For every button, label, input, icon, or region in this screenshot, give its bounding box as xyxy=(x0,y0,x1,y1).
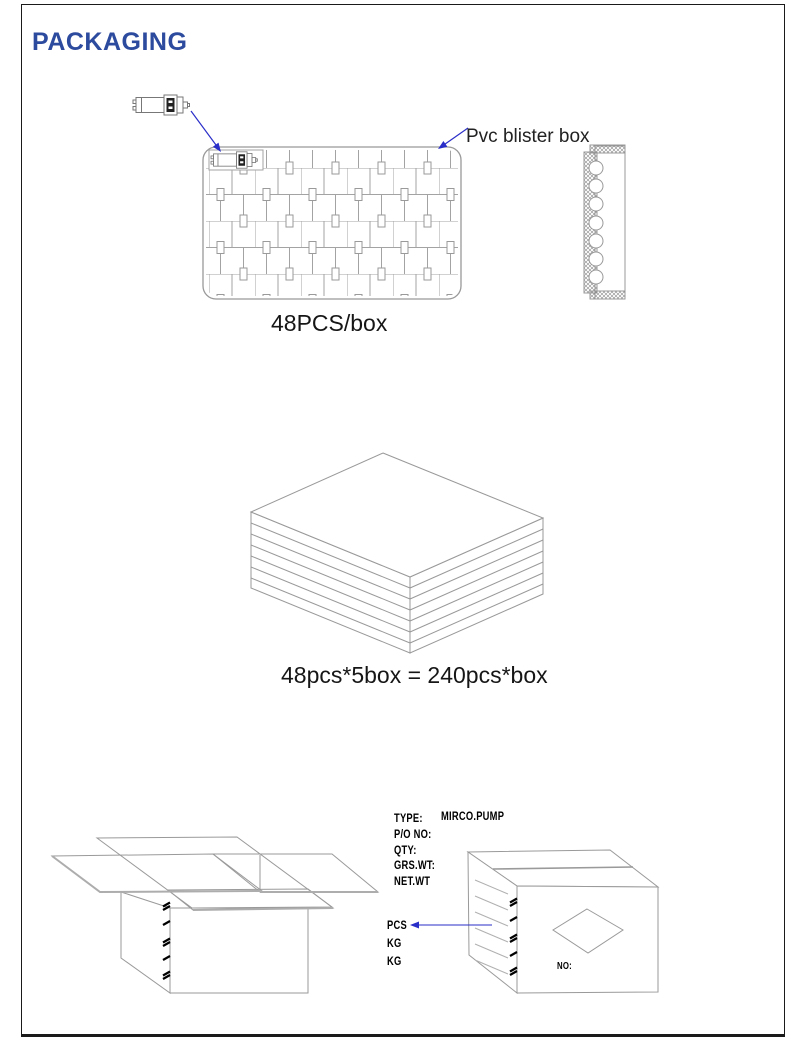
shipping-mark-row xyxy=(394,872,440,887)
shipping-mark-row xyxy=(394,856,447,871)
open-carton-drawing xyxy=(52,837,378,993)
tray-caption: 48PCS/box xyxy=(271,310,388,336)
unit-label-kg-2: KG xyxy=(387,954,402,968)
mark-value: MIRCO.PUMP xyxy=(441,809,505,823)
box-stack-drawing xyxy=(251,453,543,653)
blister-label-arrow xyxy=(443,128,468,146)
unit-label-pcs: PCS xyxy=(387,918,407,932)
mark-label: TYPE: xyxy=(394,811,423,825)
carton-edge-ticks xyxy=(163,903,170,980)
micro-pump-icon xyxy=(133,95,190,115)
pump-to-tray-arrow xyxy=(191,111,216,145)
carton-no-label: NO: xyxy=(557,961,573,972)
mark-label: P/O NO: xyxy=(394,827,432,841)
blister-box-annotation: Pvc blister box xyxy=(466,126,590,147)
mark-label: NET.WT xyxy=(394,874,431,888)
shipping-mark-row xyxy=(394,809,505,825)
unit-label-kg-1: KG xyxy=(387,936,402,950)
mark-label: QTY: xyxy=(394,843,417,857)
blister-side-view-drawing xyxy=(584,145,625,299)
shipping-mark-row xyxy=(394,825,442,840)
mark-label: GRS.WT: xyxy=(394,858,436,872)
stack-caption: 48pcs*5box = 240pcs*box xyxy=(281,662,548,688)
blister-tray-drawing xyxy=(203,147,461,299)
page-title: PACKAGING xyxy=(32,28,188,56)
shipping-mark-row xyxy=(394,841,423,856)
